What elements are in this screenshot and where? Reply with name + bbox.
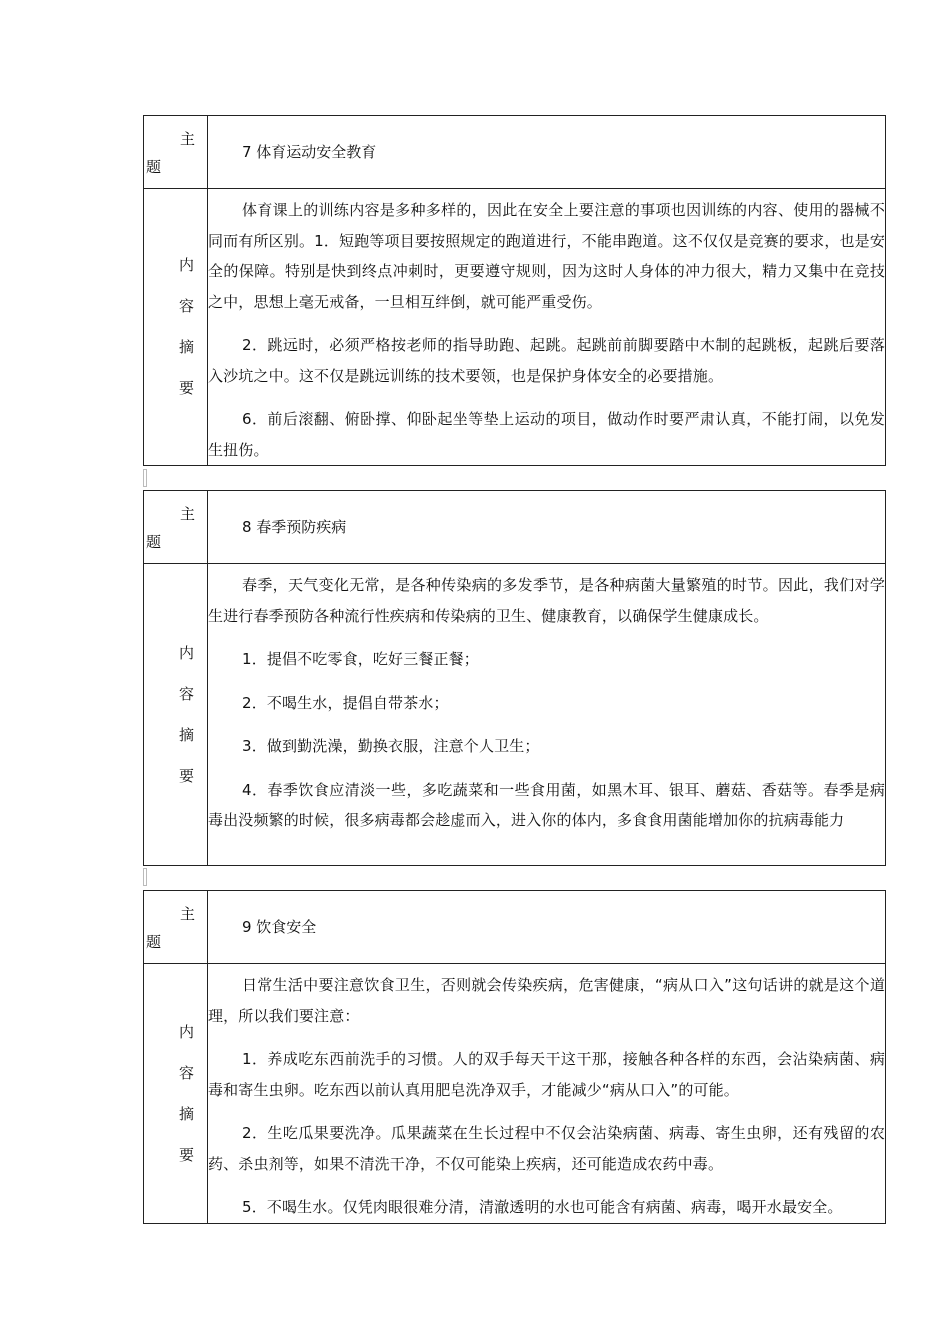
content-row — [144, 963, 885, 1223]
section-title: 8 春季预防疾病 — [242, 518, 347, 536]
content-paragraph: 3．做到勤洗澡，勤换衣服，注意个人卫生； — [242, 737, 540, 755]
content-label-char: 摘 — [178, 725, 194, 744]
content-paragraph: 5．不喝生水。仅凭肉眼很难分清，清澈透明的水也可能含有病菌、病毒，喝开水最安全。 — [242, 1198, 843, 1216]
content-summary — [208, 964, 885, 1223]
content-label-char: 内 — [178, 256, 194, 274]
content-label-char: 容 — [178, 297, 194, 315]
content-label — [144, 964, 208, 1223]
content-label — [144, 564, 208, 865]
theme-label-char: 主 — [180, 505, 196, 523]
content-summary — [208, 189, 885, 465]
content-label-char: 摘 — [178, 1104, 194, 1123]
content-paragraph: 4．春季饮食应清淡一些，多吃蔬菜和一些食用菌，如黑木耳、银耳、蘑菇、香菇等。春季是病毒出没频繁的时候，很多病毒都会趁虚而入，进入你的体内，多食食用菌能增加你的抗病毒能力 — [208, 780, 885, 829]
section-gap-mark — [143, 868, 147, 886]
content-paragraph: 2．生吃瓜果要洗净。瓜果蔬菜在生长过程中不仅会沾染病菌、病毒、寄生虫卵，还有残留的农药、杀虫剂等，如果不清洗干净，不仅可能染上疾病，还可能造成农药中毒。 — [208, 1124, 885, 1173]
theme-label-char: 题 — [146, 158, 162, 176]
content-row — [144, 188, 885, 465]
theme-label — [144, 116, 208, 188]
theme-row — [144, 116, 885, 188]
section-table-9 — [143, 890, 886, 1224]
content-label-char: 容 — [178, 1063, 194, 1082]
content-label-char: 内 — [178, 1022, 194, 1041]
section-title: 7 体育运动安全教育 — [242, 143, 377, 161]
section-title: 9 饮食安全 — [242, 918, 317, 936]
content-label-char: 要 — [178, 1145, 194, 1164]
content-label-char: 要 — [178, 379, 194, 397]
section-table-7 — [143, 115, 886, 466]
content-label-char: 内 — [178, 643, 194, 662]
content-paragraph: 2．不喝生水，提倡自带茶水； — [242, 693, 449, 712]
content-paragraph: 1．养成吃东西前洗手的习惯。人的双手每天干这干那，接触各种各样的东西，会沾染病菌、病毒和寄生虫卵。吃东西以前认真用肥皂洗净双手，才能减少“病从口入”的可能。 — [208, 1050, 885, 1099]
theme-row — [144, 891, 885, 963]
theme-label-char: 主 — [180, 905, 196, 923]
content-label-char: 容 — [178, 684, 194, 703]
content-label — [144, 189, 208, 465]
content-label-char: 要 — [178, 766, 194, 785]
content-paragraph: 日常生活中要注意饮食卫生，否则就会传染疾病，危害健康，“病从口入”这句话讲的就是这个道理，所以我们要注意： — [208, 976, 885, 1025]
content-summary — [208, 564, 885, 865]
theme-label — [144, 491, 208, 563]
content-paragraph: 2．跳远时，必须严格按老师的指导助跑、起跳。起跳前前脚要踏中木制的起跳板，起跳后要落入沙坑之中。这不仅是跳远训练的技术要领，也是保护身体安全的必要措施。 — [208, 336, 885, 385]
section-gap-mark — [143, 469, 147, 487]
section-table-8 — [143, 490, 886, 866]
content-row — [144, 563, 885, 865]
theme-label-char: 题 — [146, 933, 162, 951]
content-paragraph: 体育课上的训练内容是多种多样的，因此在安全上要注意的事项也因训练的内容、使用的器械不同而有所区别。1．短跑等项目要按照规定的跑道进行，不能串跑道。这不仅仅是竞赛的要求，也是安全的保障。特别是快到终点冲刺时，更要遵守规则，因为这时人身体的冲力很大，精力又集中在竞技之中，思想上毫无戒备，一旦相互绊倒，就可能严重受伤。 — [208, 201, 885, 311]
theme-label-char: 主 — [180, 130, 196, 148]
content-paragraph: 6．前后滚翻、俯卧撑、仰卧起坐等垫上运动的项目，做动作时要严肃认真，不能打闹，以免发生扭伤。 — [208, 410, 885, 459]
content-paragraph: 1．提倡不吃零食，吃好三餐正餐； — [242, 650, 479, 668]
content-label-char: 摘 — [178, 338, 194, 356]
content-paragraph: 春季，天气变化无常，是各种传染病的多发季节，是各种病菌大量繁殖的时节。因此，我们对学生进行春季预防各种流行性疾病和传染病的卫生、健康教育，以确保学生健康成长。 — [208, 576, 885, 625]
theme-label-char: 题 — [146, 533, 162, 551]
theme-label — [144, 891, 208, 963]
theme-row — [144, 491, 885, 563]
